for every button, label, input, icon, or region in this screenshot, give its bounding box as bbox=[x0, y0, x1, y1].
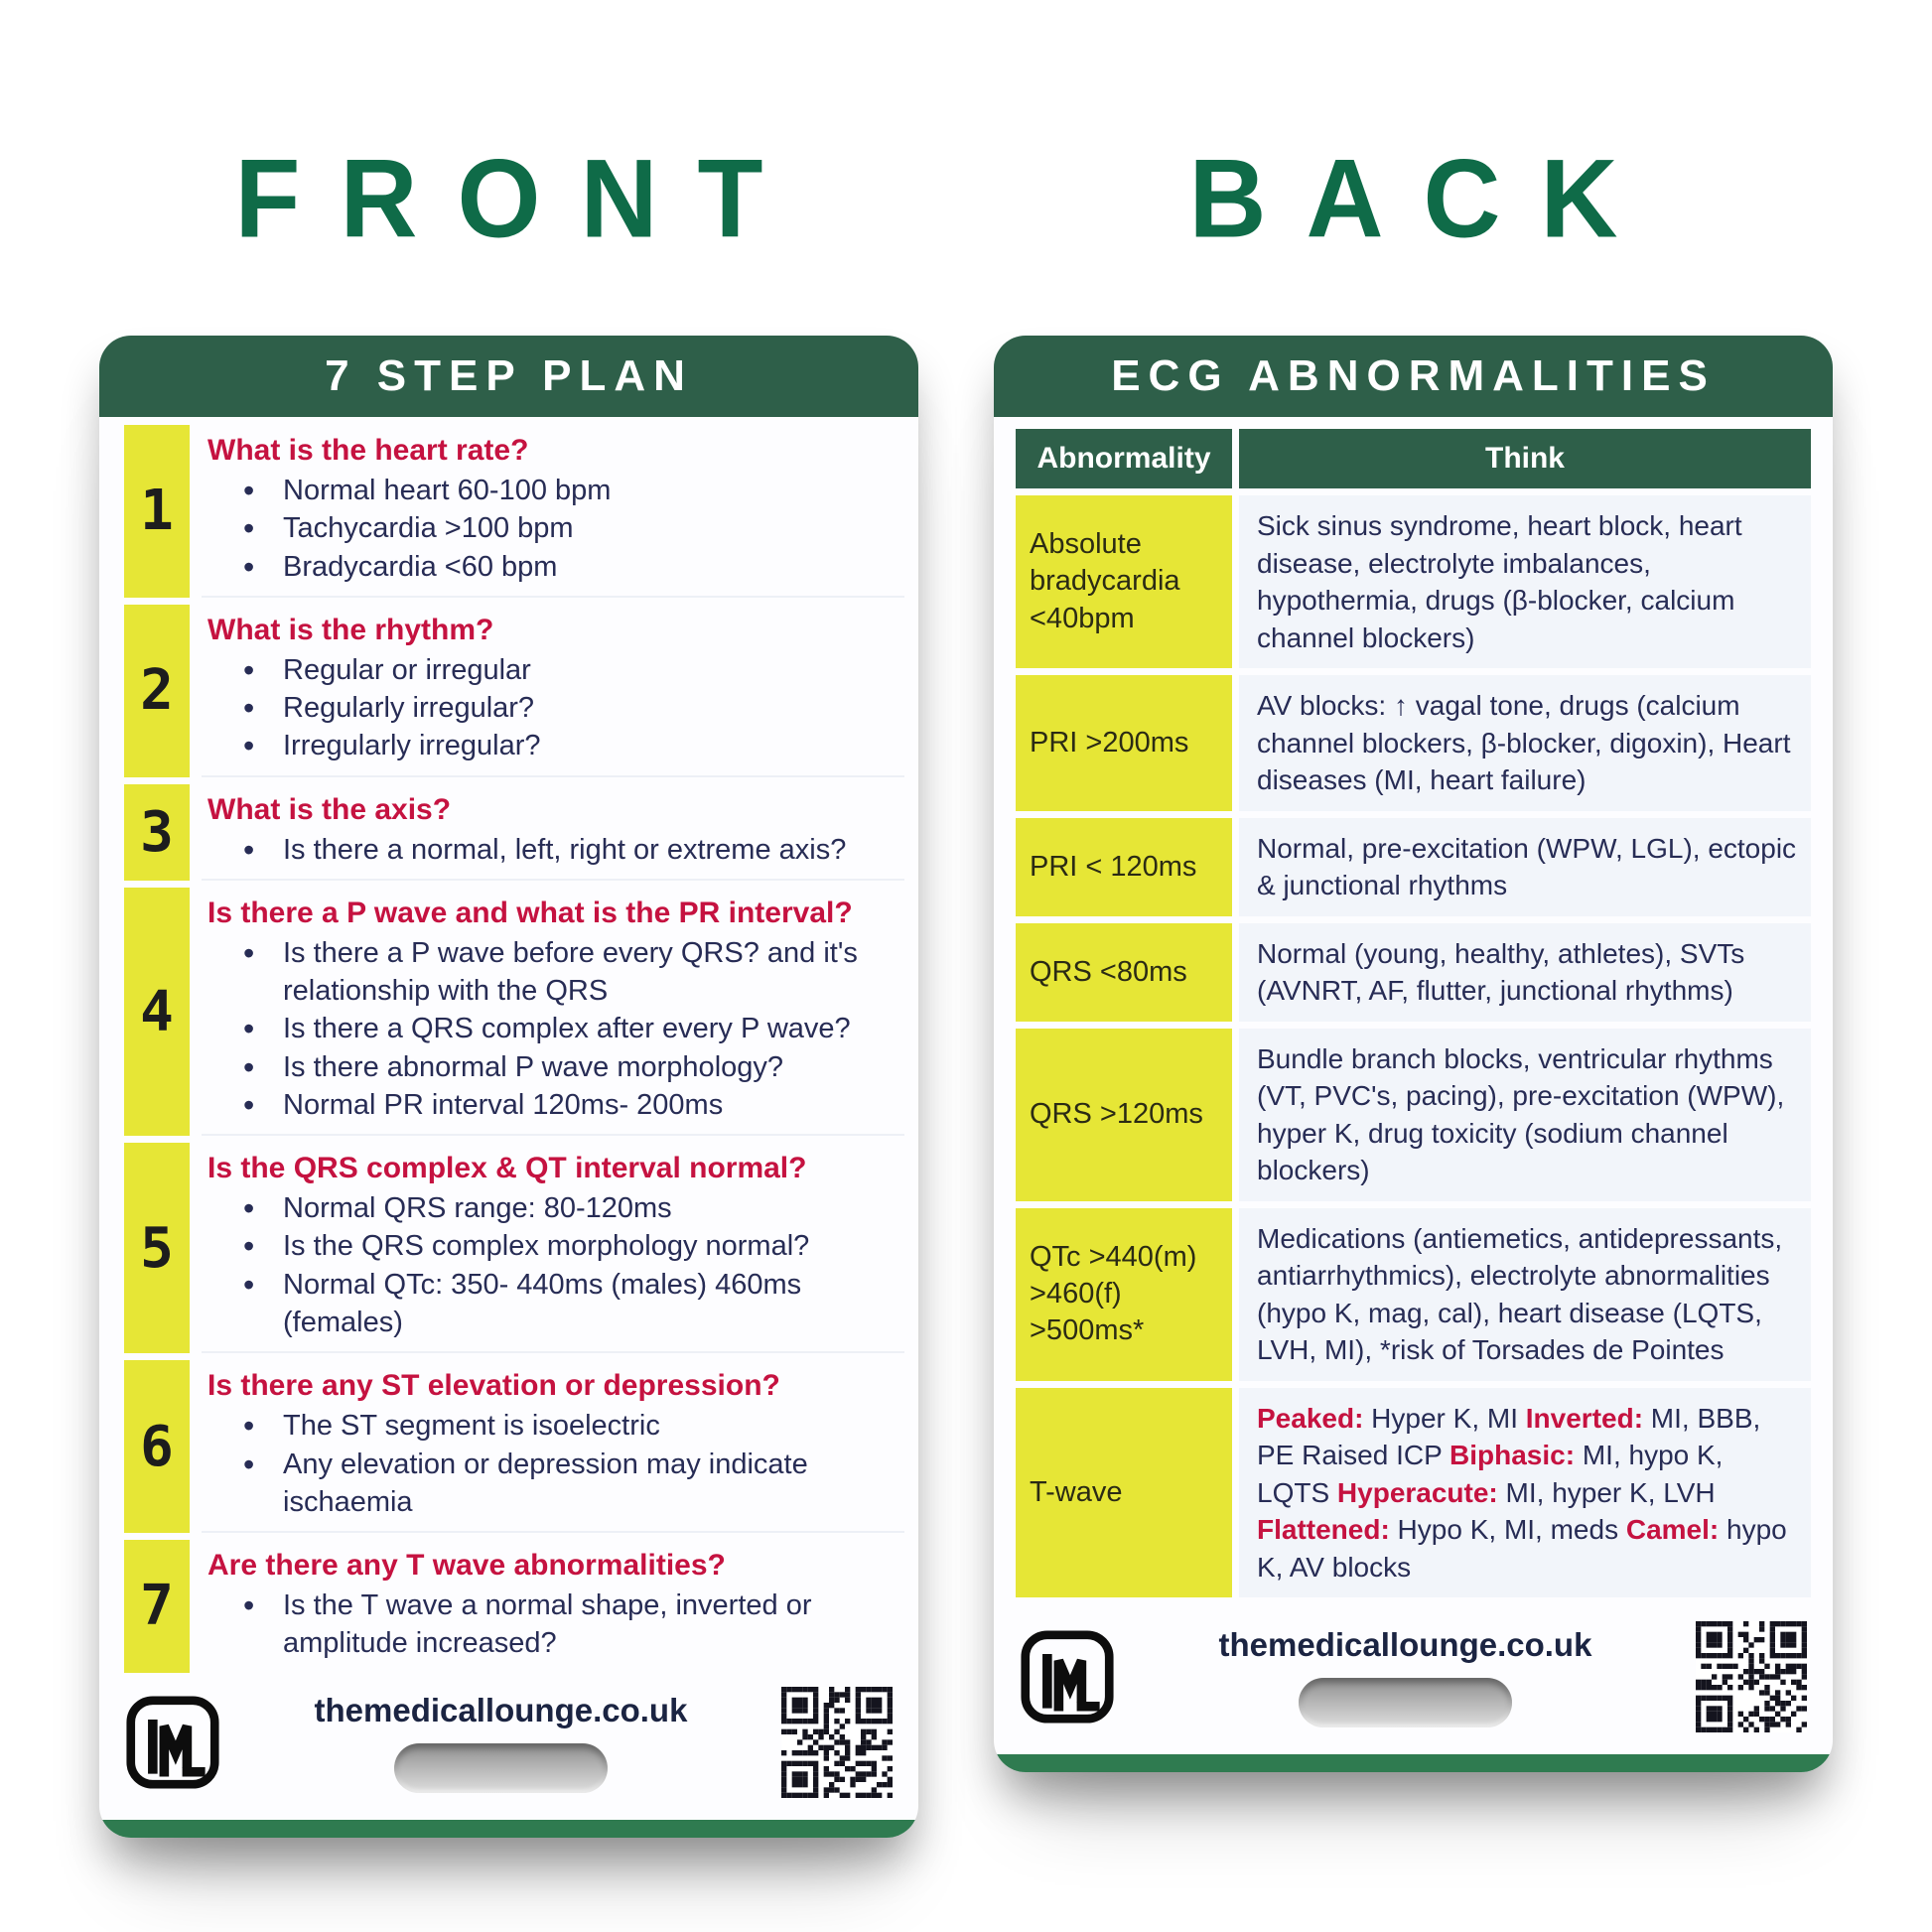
think-segment: AV blocks: ↑ vagal tone, drugs (calcium channel blockers, β-blocker, digoxin), Heart diseases (MI, heart failure) bbox=[1257, 690, 1791, 796]
think-cell bbox=[1239, 1029, 1811, 1201]
step-number: 6 bbox=[124, 1360, 190, 1533]
step-question: Is there any ST elevation or depression? bbox=[207, 1369, 780, 1403]
step-bullet-list bbox=[207, 651, 900, 765]
abnormality-cell: Absolute bradycardia <40bpm bbox=[1016, 495, 1232, 668]
step-body bbox=[202, 425, 904, 598]
think-segment: Normal (young, healthy, athletes), SVTs (AVNRT, AF, flutter, junctional rhythms) bbox=[1257, 937, 1745, 1007]
abnormality-cell: T-wave bbox=[1016, 1388, 1232, 1598]
think-segment: Hyper K, MI bbox=[1363, 1402, 1526, 1434]
think-segment: hypo K, AV blocks bbox=[1257, 1514, 1787, 1583]
abnormality-cell: QTc >440(m) >460(f) >500ms* bbox=[1016, 1208, 1232, 1381]
think-segment: Flattened: bbox=[1257, 1514, 1390, 1546]
front-side bbox=[99, 135, 918, 1838]
abnormality-cell: PRI < 120ms bbox=[1016, 818, 1232, 916]
front-card-title: 7 STEP PLAN bbox=[325, 351, 693, 400]
abnormality-cell: PRI >200ms bbox=[1016, 675, 1232, 811]
step-row bbox=[124, 1540, 904, 1673]
front-footer-center bbox=[238, 1692, 763, 1793]
step-row bbox=[124, 784, 904, 881]
abnormality-table bbox=[994, 417, 1833, 1607]
think-segment: Inverted: bbox=[1525, 1402, 1644, 1434]
step-bullet: • Is there a normal, left, right or extreme axis? bbox=[207, 831, 900, 869]
badge-slot-hole bbox=[1299, 1678, 1512, 1727]
step-body bbox=[202, 784, 904, 881]
abnormality-cell: QRS <80ms bbox=[1016, 923, 1232, 1022]
step-row bbox=[124, 605, 904, 777]
think-cell bbox=[1239, 1208, 1811, 1381]
step-bullet-list bbox=[207, 934, 900, 1124]
step-bullet: • Regularly irregular? bbox=[207, 689, 900, 727]
tml-logo-icon bbox=[1020, 1629, 1115, 1725]
step-question: Are there any T wave abnormalities? bbox=[207, 1549, 726, 1583]
badge-slot-hole bbox=[394, 1743, 608, 1793]
step-body bbox=[202, 1360, 904, 1533]
back-card-title: ECG ABNORMALITIES bbox=[1111, 351, 1716, 400]
website-url: themedicallounge.co.uk bbox=[314, 1691, 688, 1728]
step-bullet: • Is the T wave a normal shape, inverted or amplitude increased? bbox=[207, 1587, 900, 1663]
step-bullet: • Normal QTc: 350- 440ms (males) 460ms (females) bbox=[207, 1266, 900, 1342]
step-bullet: • Bradycardia <60 bpm bbox=[207, 548, 900, 586]
think-segment: MI, hyper K, LVH bbox=[1497, 1476, 1716, 1508]
column-header-abnormality: Abnormality bbox=[1016, 429, 1232, 488]
step-bullet: • Normal heart 60-100 bpm bbox=[207, 472, 900, 509]
step-bullet: • The ST segment is isoelectric bbox=[207, 1407, 900, 1445]
step-question: Is there a P wave and what is the PR interval? bbox=[207, 896, 853, 929]
step-bullet-list bbox=[207, 472, 900, 586]
back-card bbox=[994, 336, 1833, 1772]
step-number: 3 bbox=[124, 784, 190, 881]
think-cell bbox=[1239, 818, 1811, 916]
think-segment: MI, hypo K, LQTS bbox=[1257, 1440, 1724, 1508]
think-segment: Medications (antiemetics, antidepressants, antiarrhythmics), electrolyte abnormalities (hypo K, mag, cal), heart disease (LQTS, LVH, MI), *risk of Torsades de Pointes bbox=[1257, 1222, 1783, 1366]
website-url: themedicallounge.co.uk bbox=[1218, 1626, 1592, 1664]
front-card-header bbox=[99, 336, 918, 417]
step-question: What is the axis? bbox=[207, 792, 452, 826]
think-segment: Hyperacute: bbox=[1336, 1476, 1498, 1508]
front-label: FRONT bbox=[234, 135, 803, 261]
back-label: BACK bbox=[1188, 135, 1658, 261]
step-number: 5 bbox=[124, 1143, 190, 1353]
think-segment: Biphasic: bbox=[1449, 1440, 1576, 1471]
think-cell bbox=[1239, 495, 1811, 668]
front-card-footer bbox=[99, 1673, 918, 1838]
step-bullet: • Is there a P wave before every QRS? and it's relationship with the QRS bbox=[207, 934, 900, 1011]
think-cell bbox=[1239, 1388, 1811, 1598]
step-bullet: • Tachycardia >100 bpm bbox=[207, 509, 900, 547]
step-question: What is the heart rate? bbox=[207, 434, 529, 467]
tml-logo-icon bbox=[125, 1695, 220, 1790]
step-bullet: • Normal PR interval 120ms- 200ms bbox=[207, 1086, 900, 1124]
step-bullet-list bbox=[207, 1407, 900, 1521]
think-segment: Peaked: bbox=[1257, 1402, 1364, 1434]
think-cell bbox=[1239, 675, 1811, 811]
step-bullet: • Irregularly irregular? bbox=[207, 727, 900, 764]
think-segment: Hypo K, MI, meds bbox=[1389, 1514, 1626, 1546]
step-row bbox=[124, 888, 904, 1136]
back-side bbox=[994, 135, 1833, 1772]
step-question: Is the QRS complex & QT interval normal? bbox=[207, 1152, 807, 1185]
column-header-think: Think bbox=[1239, 429, 1811, 488]
step-body bbox=[202, 888, 904, 1136]
back-card-header bbox=[994, 336, 1833, 417]
step-bullet-list bbox=[207, 1189, 900, 1341]
front-card bbox=[99, 336, 918, 1838]
step-bullet: • Is there a QRS complex after every P wave? bbox=[207, 1010, 900, 1047]
step-body bbox=[202, 1540, 904, 1673]
think-segment: Sick sinus syndrome, heart block, heart disease, electrolyte imbalances, hypothermia, drugs (β-blocker, calcium channel blockers) bbox=[1257, 510, 1742, 653]
step-bullet-list bbox=[207, 1587, 900, 1663]
back-card-footer bbox=[994, 1607, 1833, 1772]
step-number: 4 bbox=[124, 888, 190, 1136]
step-bullet: • Normal QRS range: 80-120ms bbox=[207, 1189, 900, 1227]
think-segment: MI, BBB, PE Raised ICP bbox=[1257, 1402, 1761, 1471]
step-bullet-list bbox=[207, 831, 900, 869]
step-row bbox=[124, 1143, 904, 1353]
step-number: 1 bbox=[124, 425, 190, 598]
step-bullet: • Any elevation or depression may indicate ischaemia bbox=[207, 1446, 900, 1522]
step-row bbox=[124, 425, 904, 598]
think-segment: Bundle branch blocks, ventricular rhythms (VT, PVC's, pacing), pre-excitation (WPW), hyper K, drug toxicity (sodium channel blockers) bbox=[1257, 1042, 1785, 1186]
think-segment: Normal, pre-excitation (WPW, LGL), ectopic & junctional rhythms bbox=[1257, 832, 1797, 901]
step-number: 7 bbox=[124, 1540, 190, 1673]
think-cell bbox=[1239, 923, 1811, 1022]
front-steps-list bbox=[99, 417, 918, 1673]
step-row bbox=[124, 1360, 904, 1533]
qr-code bbox=[1696, 1621, 1807, 1732]
abnormality-cell: QRS >120ms bbox=[1016, 1029, 1232, 1201]
step-number: 2 bbox=[124, 605, 190, 777]
qr-code bbox=[781, 1687, 893, 1798]
think-segment: Camel: bbox=[1625, 1514, 1720, 1546]
step-body bbox=[202, 605, 904, 777]
step-question: What is the rhythm? bbox=[207, 613, 494, 646]
step-bullet: • Regular or irregular bbox=[207, 651, 900, 689]
back-footer-center bbox=[1133, 1626, 1678, 1727]
step-body bbox=[202, 1143, 904, 1353]
step-bullet: • Is the QRS complex morphology normal? bbox=[207, 1227, 900, 1265]
step-bullet: • Is there abnormal P wave morphology? bbox=[207, 1048, 900, 1086]
